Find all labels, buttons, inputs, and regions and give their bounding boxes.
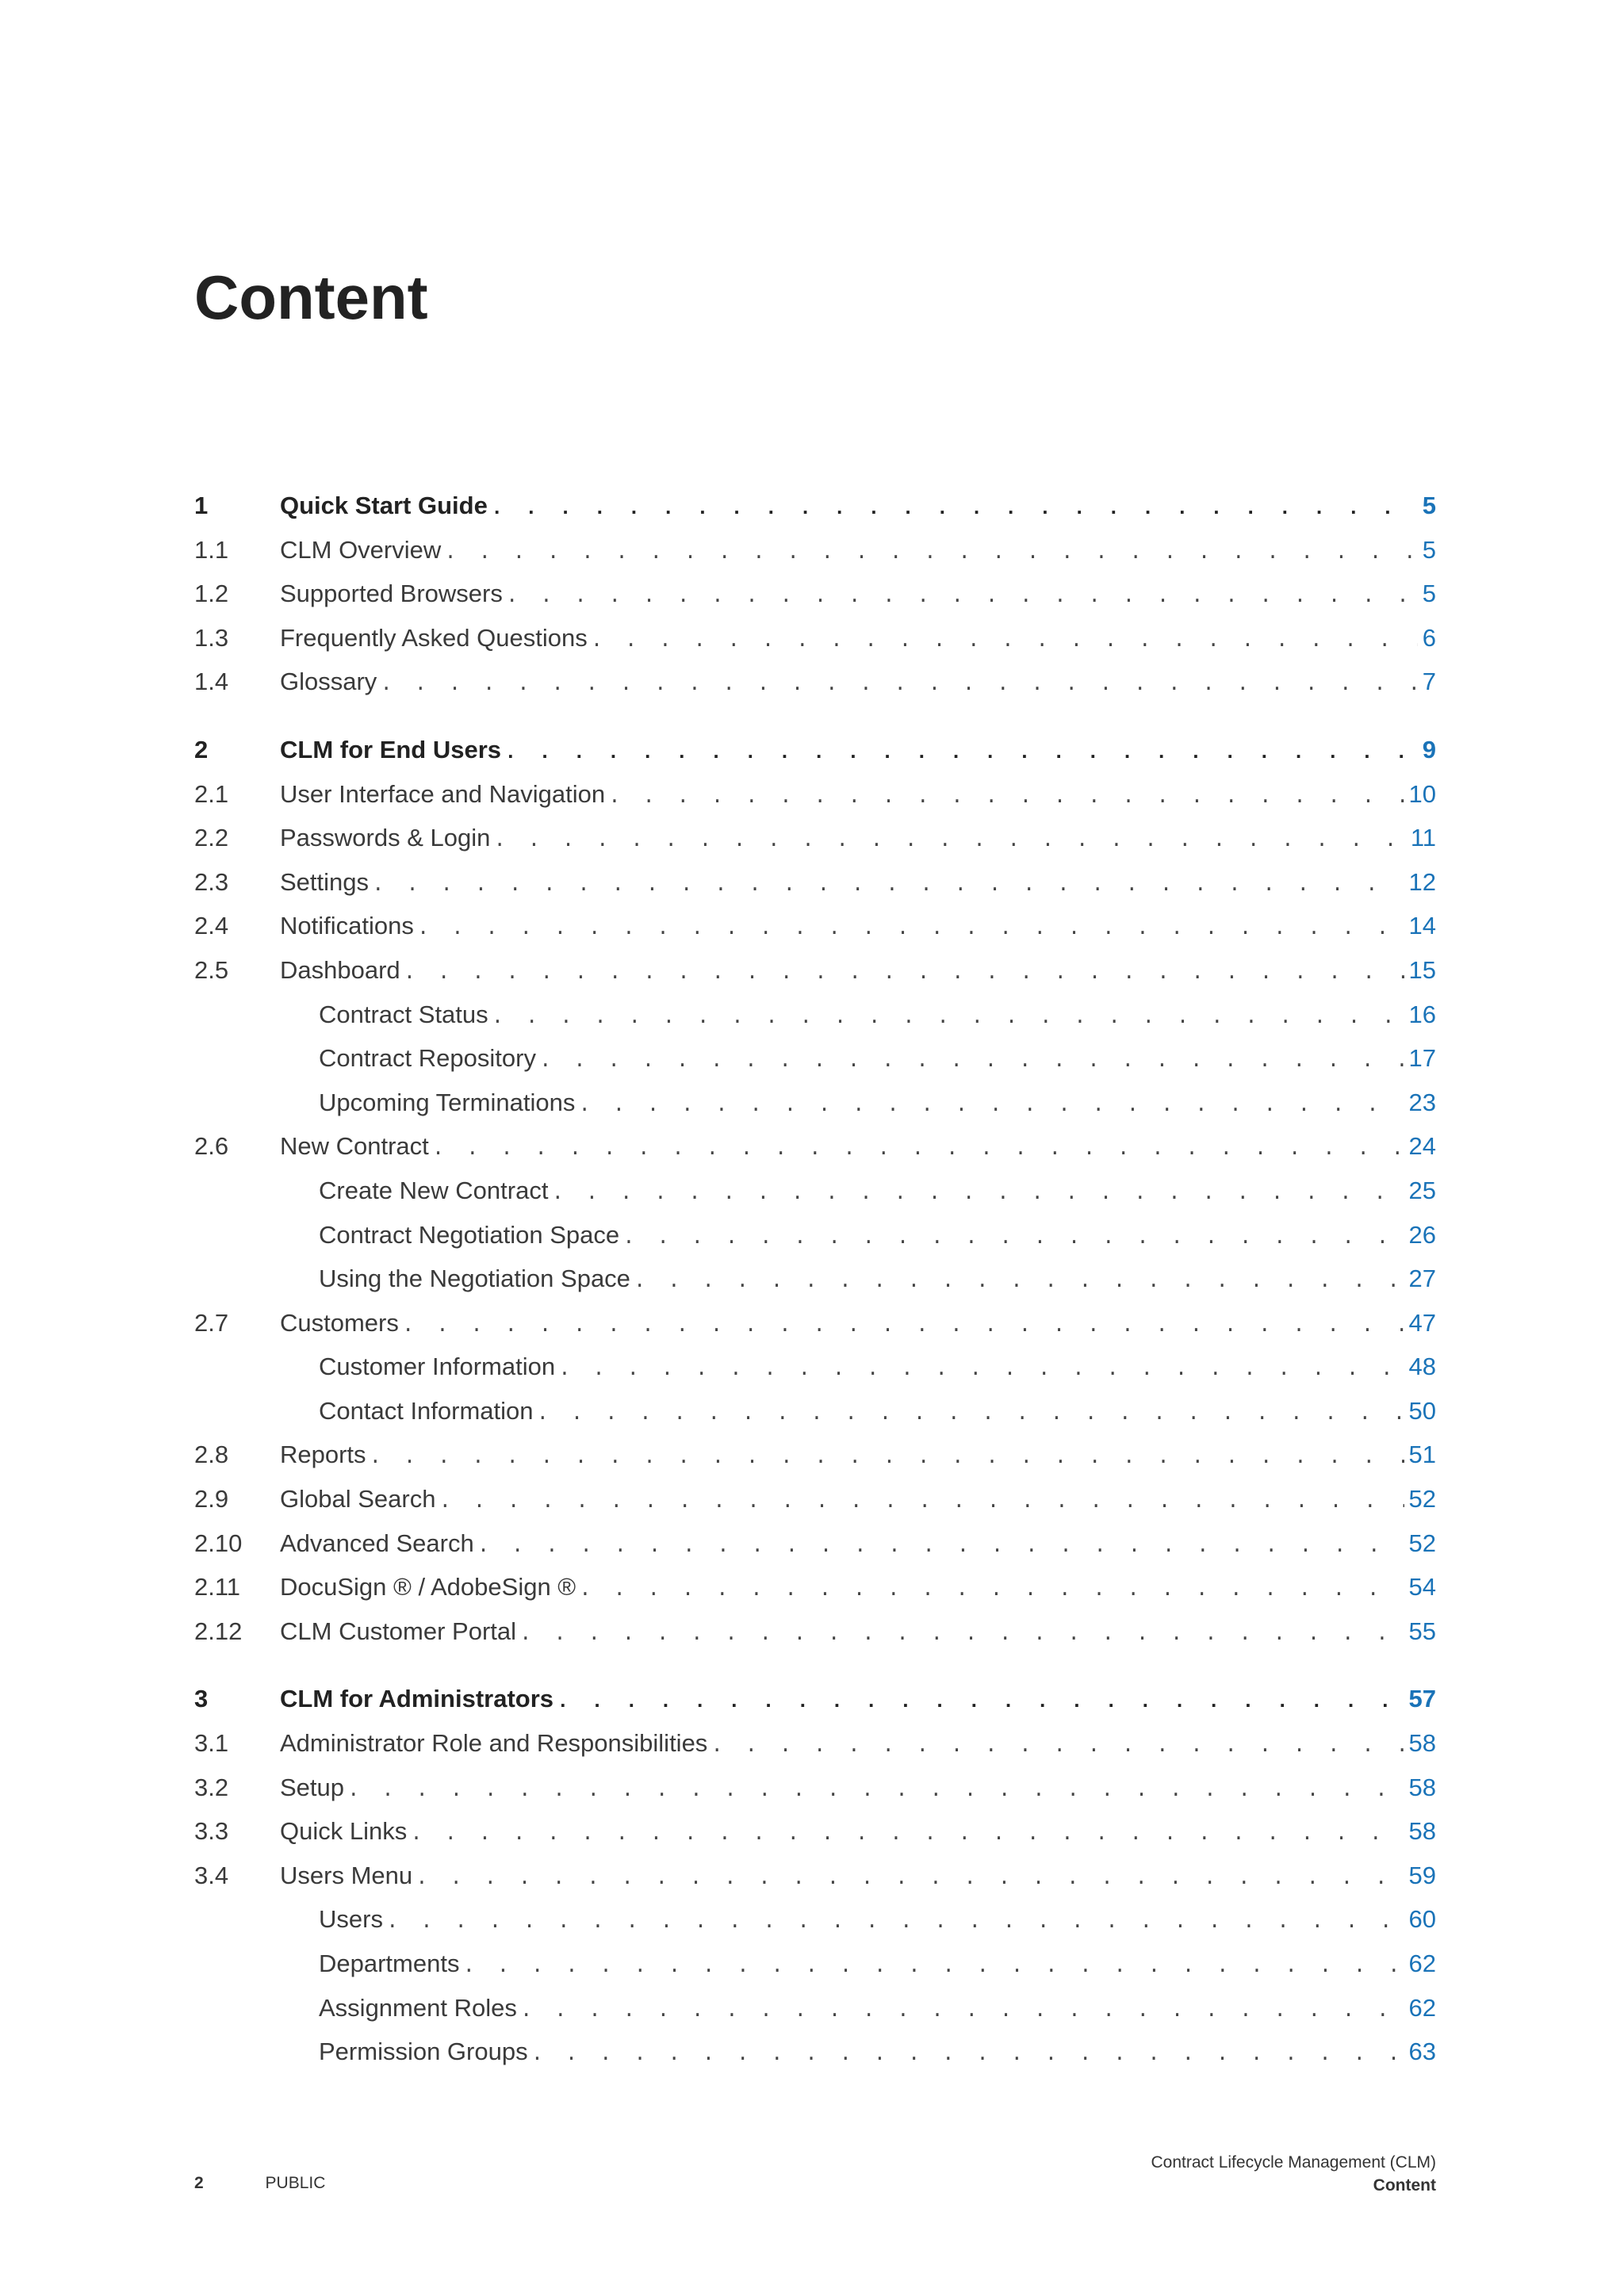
toc-entry[interactable]: [194, 1950, 1436, 1994]
toc-entry-number: 2.10: [194, 1529, 243, 1557]
toc-entry[interactable]: [194, 536, 1436, 580]
toc-entry-label[interactable]: Contract Negotiation Space: [319, 1220, 620, 1249]
toc-entry[interactable]: [194, 1221, 1436, 1265]
toc-entry-number: 3.2: [194, 1773, 229, 1801]
toc-entry-number: 2.1: [194, 779, 229, 808]
toc-entry-label[interactable]: CLM Customer Portal: [280, 1617, 517, 1645]
toc-entry-page-link[interactable]: 62: [1408, 1993, 1436, 2022]
toc-entry-page-link[interactable]: 11: [1410, 824, 1436, 852]
dot-leader: [588, 629, 1418, 652]
toc-entry-page-link[interactable]: 54: [1408, 1573, 1436, 1601]
toc-entry-page-link[interactable]: 52: [1408, 1529, 1436, 1557]
toc-entry-label[interactable]: Users Menu: [280, 1861, 413, 1889]
toc-entry-page-link[interactable]: 5: [1422, 580, 1436, 608]
toc-entry-number: 1.4: [194, 668, 229, 696]
footer-doc-title: Contract Lifecycle Management (CLM): [1151, 2153, 1436, 2172]
toc-entry-page-link[interactable]: 47: [1408, 1308, 1436, 1337]
toc-entry-page-link[interactable]: 60: [1408, 1905, 1436, 1934]
toc-entry-label[interactable]: User Interface and Navigation: [280, 779, 606, 808]
toc-entry-label[interactable]: Contact Information: [319, 1396, 534, 1425]
toc-entry-label[interactable]: CLM for Administrators: [280, 1685, 554, 1713]
dot-leader: [536, 1049, 1404, 1073]
toc-entry-number: 1.2: [194, 580, 229, 608]
dot-leader: [412, 1866, 1404, 1890]
toc-entry-label[interactable]: Passwords & Login: [280, 824, 491, 852]
toc-entry[interactable]: [194, 1044, 1436, 1089]
toc-entry-number: 2.8: [194, 1441, 229, 1469]
toc-entry[interactable]: [194, 1001, 1436, 1045]
toc-entry[interactable]: [194, 956, 1436, 1001]
toc-entry-page-link[interactable]: 23: [1408, 1088, 1436, 1116]
toc-entry[interactable]: [194, 1441, 1436, 1485]
toc-entry[interactable]: [194, 824, 1436, 868]
toc-entry[interactable]: [194, 1485, 1436, 1529]
toc-entry[interactable]: [194, 1774, 1436, 1818]
dot-leader: [377, 672, 1417, 696]
toc-entry-label[interactable]: Glossary: [280, 668, 377, 696]
toc-entry-page-link[interactable]: 58: [1408, 1729, 1436, 1758]
toc-entry[interactable]: [194, 1905, 1436, 1950]
toc-entry[interactable]: [194, 868, 1436, 913]
toc-entry-number: 1: [194, 492, 209, 519]
toc-entry-label[interactable]: New Contract: [280, 1132, 429, 1161]
dot-leader: [344, 1778, 1404, 1802]
toc-entry-page-link[interactable]: 16: [1408, 1000, 1436, 1028]
toc-entry-page-link[interactable]: 58: [1408, 1817, 1436, 1846]
toc-entry-label[interactable]: Quick Links: [280, 1817, 408, 1846]
toc-entry[interactable]: [194, 1397, 1436, 1441]
toc-entry[interactable]: [194, 668, 1436, 712]
table-of-contents: [194, 492, 1436, 2082]
toc-entry-page-link[interactable]: 5: [1422, 535, 1436, 564]
dot-leader: [414, 916, 1404, 940]
toc-entry-page-link[interactable]: 15: [1408, 955, 1436, 984]
toc-entry-number: 2.2: [194, 824, 229, 852]
toc-entry-page-link[interactable]: 12: [1408, 867, 1436, 896]
toc-entry-number: 2: [194, 735, 209, 763]
toc-entry-page-link[interactable]: 52: [1408, 1485, 1436, 1513]
toc-entry-page-link[interactable]: 25: [1408, 1176, 1436, 1204]
toc-entry-label[interactable]: Quick Start Guide: [280, 492, 488, 519]
toc-entry-page-link[interactable]: 5: [1422, 492, 1436, 519]
toc-entry-page-link[interactable]: 63: [1408, 2038, 1436, 2066]
toc-entry-page-link[interactable]: 26: [1408, 1220, 1436, 1249]
toc-entry-label[interactable]: Advanced Search: [280, 1529, 474, 1557]
toc-entry[interactable]: [194, 1309, 1436, 1353]
dot-leader: [400, 961, 1404, 985]
toc-entry-page-link[interactable]: 57: [1408, 1685, 1436, 1713]
toc-entry-number: 2.7: [194, 1308, 229, 1337]
toc-entry-label[interactable]: Reports: [280, 1441, 366, 1469]
toc-entry[interactable]: [194, 1573, 1436, 1617]
toc-entry[interactable]: [194, 1729, 1436, 1774]
toc-entry-label[interactable]: Using the Negotiation Space: [319, 1265, 630, 1293]
dot-leader: [528, 2042, 1404, 2066]
toc-entry-number: 2.5: [194, 955, 229, 984]
toc-entry-page-link[interactable]: 9: [1422, 735, 1436, 763]
toc-entry[interactable]: [194, 1862, 1436, 1906]
dot-leader: [435, 1490, 1404, 1513]
toc-entry-label[interactable]: CLM for End Users: [280, 735, 502, 763]
toc-entry-label[interactable]: Users: [319, 1905, 383, 1934]
toc-entry-label[interactable]: Administrator Role and Responsibilities: [280, 1729, 708, 1758]
dot-leader: [555, 1357, 1404, 1381]
dot-leader: [707, 1734, 1404, 1758]
toc-entry[interactable]: [194, 912, 1436, 956]
dot-leader: [441, 541, 1417, 564]
toc-entry[interactable]: [194, 624, 1436, 668]
dot-leader: [383, 1910, 1404, 1934]
toc-entry-label[interactable]: Notifications: [280, 912, 414, 940]
toc-entry-label[interactable]: Settings: [280, 867, 370, 896]
toc-entry-page-link[interactable]: 14: [1408, 912, 1436, 940]
toc-entry[interactable]: [194, 1265, 1436, 1309]
dot-leader: [366, 1445, 1404, 1469]
toc-entry-page-link[interactable]: 48: [1408, 1353, 1436, 1381]
toc-entry-label[interactable]: Assignment Roles: [319, 1993, 517, 2022]
dot-leader: [399, 1314, 1404, 1337]
toc-entry-page-link[interactable]: 55: [1408, 1617, 1436, 1645]
toc-entry-label[interactable]: DocuSign ® / AdobeSign ®: [280, 1573, 576, 1601]
toc-entry-number: 2.9: [194, 1485, 229, 1513]
toc-entry-number: 3.3: [194, 1817, 229, 1846]
toc-entry-page-link[interactable]: 24: [1408, 1132, 1436, 1161]
toc-entry-number: 2.4: [194, 912, 229, 940]
dot-leader: [407, 1822, 1404, 1846]
toc-entry[interactable]: [194, 1817, 1436, 1862]
toc-entry-number: 3: [194, 1685, 209, 1713]
toc-entry-number: 2.3: [194, 867, 229, 896]
dot-leader: [553, 1689, 1404, 1713]
toc-entry[interactable]: [194, 1177, 1436, 1221]
dot-leader: [488, 1005, 1404, 1029]
toc-entry-label[interactable]: Permission Groups: [319, 2038, 528, 2066]
footer-section: Content: [1373, 2176, 1436, 2195]
dot-leader: [605, 785, 1404, 809]
toc-entry-label[interactable]: Dashboard: [280, 955, 400, 984]
toc-entry-number: 2.11: [194, 1573, 241, 1601]
dot-leader: [576, 1578, 1404, 1601]
dot-leader: [459, 1954, 1404, 1978]
toc-entry[interactable]: [194, 1685, 1436, 1729]
toc-entry[interactable]: [194, 1132, 1436, 1177]
toc-entry-label[interactable]: Departments: [319, 1950, 460, 1977]
toc-entry-page-link[interactable]: 10: [1408, 779, 1436, 808]
toc-entry-page-link[interactable]: 7: [1422, 668, 1436, 696]
toc-entry[interactable]: [194, 1617, 1436, 1662]
toc-entry[interactable]: [194, 1089, 1436, 1133]
toc-entry[interactable]: [194, 736, 1436, 780]
dot-leader: [630, 1269, 1404, 1293]
toc-entry-page-link[interactable]: 62: [1408, 1950, 1436, 1977]
toc-entry-number: 3.4: [194, 1861, 229, 1889]
toc-entry[interactable]: [194, 1529, 1436, 1574]
dot-leader: [517, 1999, 1404, 2022]
toc-entry-label[interactable]: Customer Information: [319, 1353, 556, 1381]
toc-entry-page-link[interactable]: 51: [1408, 1441, 1436, 1469]
dot-leader: [619, 1226, 1404, 1249]
dot-leader: [490, 828, 1405, 852]
toc-entry[interactable]: [194, 1353, 1436, 1397]
dot-leader: [575, 1093, 1404, 1117]
toc-entry-number: 1.1: [194, 535, 229, 564]
dot-leader: [488, 496, 1418, 520]
toc-entry-label[interactable]: Global Search: [280, 1485, 436, 1513]
toc-entry-number: 2.6: [194, 1132, 229, 1161]
dot-leader: [429, 1137, 1404, 1161]
dot-leader: [548, 1181, 1404, 1205]
dot-leader: [503, 584, 1418, 608]
toc-entry-page-link[interactable]: 27: [1408, 1265, 1436, 1293]
dot-leader: [474, 1534, 1404, 1558]
toc-entry-page-link[interactable]: 6: [1422, 623, 1436, 652]
dot-leader: [501, 740, 1418, 764]
toc-entry-page-link[interactable]: 17: [1408, 1044, 1436, 1073]
toc-entry-label[interactable]: Create New Contract: [319, 1176, 549, 1204]
toc-entry-page-link[interactable]: 59: [1408, 1861, 1436, 1889]
toc-entry-label[interactable]: Setup: [280, 1773, 345, 1801]
toc-entry-number: 3.1: [194, 1729, 229, 1758]
footer-classification: PUBLIC: [265, 2174, 326, 2192]
toc-entry[interactable]: [194, 492, 1436, 536]
toc-entry-page-link[interactable]: 58: [1408, 1773, 1436, 1801]
dot-leader: [534, 1402, 1404, 1425]
toc-entry-label[interactable]: Contract Status: [319, 1000, 488, 1028]
toc-entry-label[interactable]: CLM Overview: [280, 535, 442, 564]
footer-left: [194, 2174, 325, 2193]
footer-right: [1151, 2151, 1436, 2197]
toc-entry-label[interactable]: Frequently Asked Questions: [280, 623, 588, 652]
dot-leader: [369, 873, 1404, 897]
page-title: Content: [194, 262, 428, 332]
dot-leader: [516, 1622, 1404, 1646]
footer-page-number: 2: [194, 2174, 204, 2192]
toc-entry-label[interactable]: Upcoming Terminations: [319, 1088, 576, 1116]
toc-entry-number: 1.3: [194, 623, 229, 652]
toc-entry[interactable]: [194, 1994, 1436, 2038]
toc-entry-label[interactable]: Contract Repository: [319, 1044, 536, 1073]
toc-entry[interactable]: [194, 580, 1436, 624]
toc-entry[interactable]: [194, 2038, 1436, 2082]
toc-entry-number: 2.12: [194, 1617, 243, 1645]
toc-entry-label[interactable]: Customers: [280, 1308, 399, 1337]
toc-entry-label[interactable]: Supported Browsers: [280, 580, 503, 608]
toc-entry-page-link[interactable]: 50: [1408, 1396, 1436, 1425]
toc-entry[interactable]: [194, 780, 1436, 825]
